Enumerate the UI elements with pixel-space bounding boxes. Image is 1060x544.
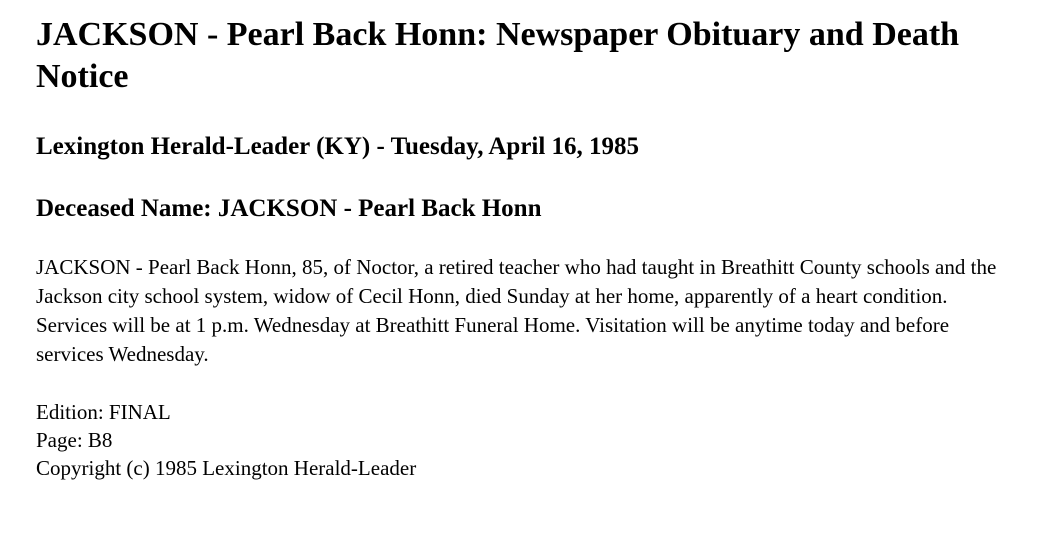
page-title: JACKSON - Pearl Back Honn: Newspaper Obituary and Death Notice (36, 16, 960, 95)
obituary-body: JACKSON - Pearl Back Honn, 85, of Noctor, a retired teacher who had taught in Breathitt County schools and the Jackson city school system, widow of Cecil Honn, died Sunday at her home, apparently of a heart condition. Services will be at 1 p.m. Wednesday at Breathitt Funeral Home. Visitation will be anytime today and before services Wednesday. (36, 255, 997, 366)
source-line: Lexington Herald-Leader (KY) - Tuesday, April 16, 1985 (36, 133, 640, 160)
page-number-text: Page: B8 (36, 428, 113, 452)
copyright-text: Copyright (c) 1985 Lexington Herald-Leader (36, 456, 417, 480)
publication-meta (36, 398, 1024, 482)
deceased-name-heading: Deceased Name: JACKSON - Pearl Back Honn (36, 195, 542, 222)
edition-text: Edition: FINAL (36, 400, 171, 424)
